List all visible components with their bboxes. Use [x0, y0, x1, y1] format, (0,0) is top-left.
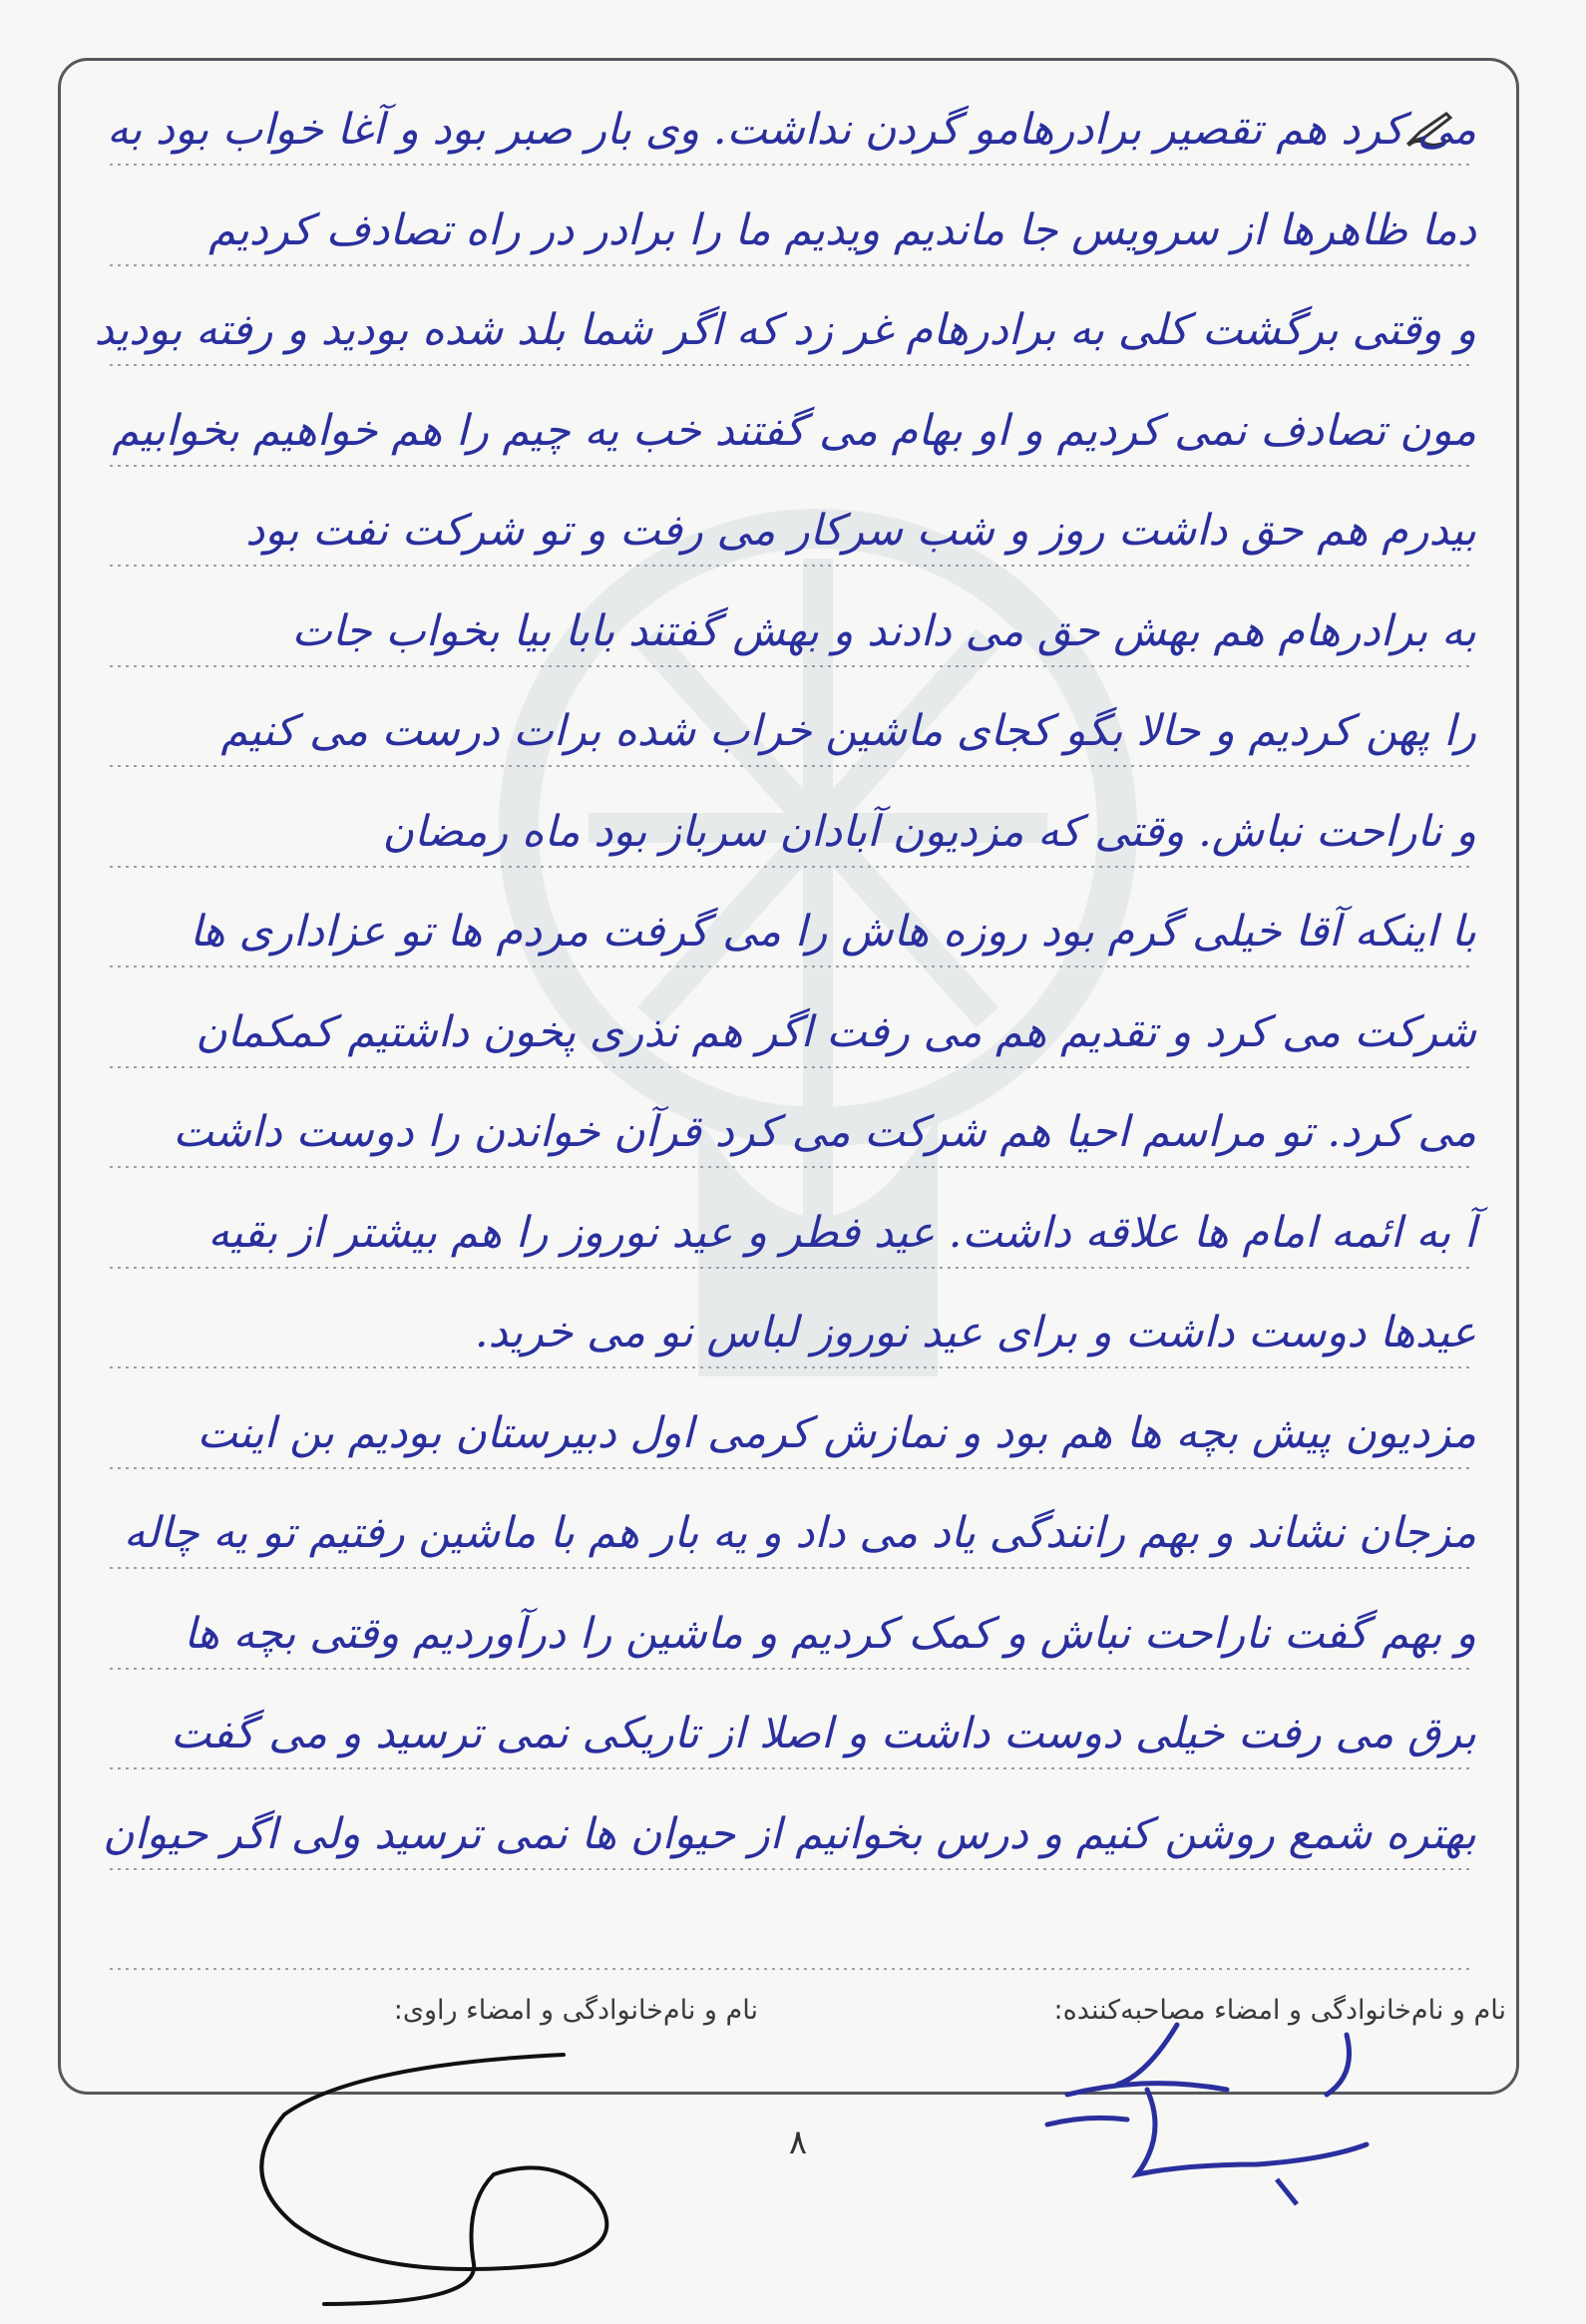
narrator-signature-label: نام و نام‌خانوادگی و امضاء راوی: — [393, 1995, 758, 2026]
handwritten-line: شرکت می کرد و تقدیم هم می رفت اگر هم نذری پخون داشتیم کمکمان — [196, 1007, 1476, 1057]
handwritten-line: برق می رفت خیلی دوست داشت و اصلا از تاریکی نمی ترسید و می گفت — [171, 1709, 1476, 1758]
narrator-signature — [234, 2035, 653, 2324]
page-number: ۸ — [788, 2123, 808, 2162]
handwritten-line: می کرد هم تقصیر برادرهامو گردن نداشت. وی بار صبر بود و آغا خواب بود به — [107, 105, 1476, 155]
handwritten-line: می کرد. تو مراسم احیا هم شرکت می کرد قرآن خواندن را دوست داشت — [173, 1107, 1476, 1157]
interviewer-signature-label: نام و نام‌خانوادگی و امضاء مصاحبه‌کننده: — [1053, 1995, 1506, 2026]
handwritten-line: آ به ائمه امام ها علاقه داشت. عید فطر و عید نوروز را هم بیشتر از بقیه — [207, 1208, 1476, 1258]
handwritten-line: با اینکه آقا خیلی گرم بود روزه هاش را می گرفت مردم ها تو عزاداری ها — [190, 907, 1476, 957]
handwritten-line: بیدرم هم حق داشت روز و شب سرکار می رفت و تو شرکت نفت بود — [245, 506, 1476, 556]
handwritten-line: مون تصادف نمی کردیم و او بهام می گفتند خب یه چیم را هم خواهیم بخوابیم — [112, 406, 1476, 456]
interviewer-signature — [1027, 2015, 1406, 2214]
handwritten-line: دما ظاهرها از سرویس جا ماندیم ویدیم ما را برادر در راه تصادف کردیم — [208, 205, 1476, 255]
handwritten-line: و بهم گفت ناراحت نباش و کمک کردیم و ماشین را درآوردیم وقتی بچه ها — [184, 1609, 1476, 1659]
handwritten-line: مزجان نشاند و بهم رانندگی یاد می داد و یه بار هم با ماشین رفتیم تو یه چاله — [123, 1508, 1476, 1558]
handwritten-line: و ناراحت نباش. وقتی که مزدیون آبادان سرباز بود ماه رمضان — [382, 807, 1476, 857]
handwritten-line: و وقتی برگشت کلی به برادرهام غر زد که اگر شما بلد شده بودید و رفته بودید — [94, 305, 1476, 355]
handwritten-line: به برادرهام هم بهش حق می دادند و بهش گفتند بابا بیا بخواب جات — [291, 606, 1476, 656]
handwritten-line: عیدها دوست داشت و برای عید نوروز لباس نو می خرید. — [474, 1308, 1476, 1357]
handwritten-line: را پهن کردیم و حالا بگو کجای ماشین خراب شده برات درست می کنیم — [220, 706, 1476, 756]
handwritten-line: مزدیون پیش بچه ها هم بود و نمازش کرمی اول دبیرستان بودیم بن اینت — [197, 1408, 1476, 1458]
handwritten-line: بهتره شمع روشن کنیم و درس بخوانیم از حیوان ها نمی ترسید ولی اگر حیوان — [103, 1809, 1476, 1859]
